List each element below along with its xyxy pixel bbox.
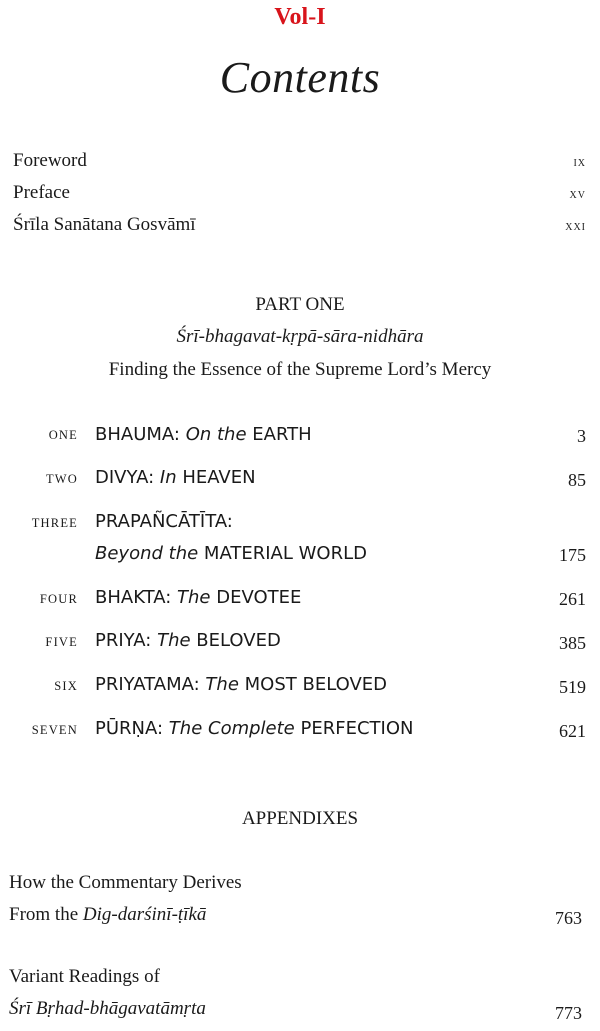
chapter-name: BHAUMA: bbox=[95, 424, 180, 445]
appendix-prefix: From the bbox=[9, 904, 79, 925]
chapter-rest: HEAVEN bbox=[182, 467, 256, 488]
appendix-page: 763 bbox=[555, 908, 582, 928]
chapter-title bbox=[95, 630, 281, 651]
appendix-line-2 bbox=[9, 904, 206, 926]
chapter-title bbox=[95, 587, 301, 608]
chapter-rest: EARTH bbox=[252, 424, 312, 445]
appendix-line-1: Variant Readings of bbox=[9, 966, 160, 987]
appendix-page: 773 bbox=[555, 1003, 582, 1023]
chapter-name: PRIYA: bbox=[95, 630, 152, 651]
part-sanskrit-title: Śrī-bhagavat-kṛpā-sāra-nidhāra bbox=[176, 326, 424, 347]
chapter-page: 261 bbox=[559, 589, 586, 609]
chapter-title bbox=[95, 543, 367, 564]
appendix-line-1: How the Commentary Derives bbox=[9, 872, 242, 893]
appendix-italic: Dig-darśinī-ṭīkā bbox=[82, 904, 207, 925]
chapter-page: 175 bbox=[559, 545, 586, 565]
appendix-line-2 bbox=[9, 998, 206, 1020]
chapter-number: SEVEN bbox=[31, 723, 78, 737]
chapter-title bbox=[95, 467, 256, 488]
toc-entry-foreword-title: Foreword bbox=[13, 150, 87, 171]
chapter-title bbox=[95, 718, 413, 739]
chapter-rest: MOST BELOVED bbox=[244, 674, 387, 695]
chapter-number: TWO bbox=[45, 472, 78, 486]
chapter-number: FOUR bbox=[39, 592, 78, 606]
chapter-rest: BELOVED bbox=[196, 630, 281, 651]
chapter-page: 3 bbox=[577, 426, 586, 446]
chapter-page: 85 bbox=[568, 470, 586, 490]
chapter-italic: The Complete bbox=[168, 718, 295, 739]
chapter-number: THREE bbox=[31, 516, 78, 530]
chapter-name-line: PRAPAÑCĀTĪTA: bbox=[95, 511, 233, 532]
chapter-italic: The bbox=[157, 630, 191, 651]
toc-entry-srila-page: xxi bbox=[565, 219, 586, 234]
chapter-title bbox=[95, 424, 312, 445]
chapter-number: FIVE bbox=[45, 635, 78, 649]
chapter-italic: The bbox=[205, 674, 239, 695]
chapter-italic: The bbox=[177, 587, 211, 608]
volume-label: Vol-I bbox=[274, 4, 326, 30]
toc-entry-foreword-page: ix bbox=[573, 155, 586, 170]
part-english-title: Finding the Essence of the Supreme Lord’s Mercy bbox=[108, 359, 492, 380]
chapter-rest: MATERIAL WORLD bbox=[203, 543, 367, 564]
chapter-title bbox=[95, 674, 387, 695]
part-heading: PART ONE bbox=[255, 294, 345, 315]
appendix-italic: Śrī Bṛhad-bhāgavatāmṛta bbox=[9, 998, 206, 1019]
chapter-italic: In bbox=[159, 467, 177, 488]
toc-entry-srila-title: Śrīla Sanātana Gosvāmī bbox=[13, 214, 196, 235]
chapter-page: 519 bbox=[559, 677, 586, 697]
toc-entry-preface-title: Preface bbox=[13, 182, 70, 203]
chapter-number: ONE bbox=[48, 428, 78, 442]
chapter-name: PRIYATAMA: bbox=[95, 674, 200, 695]
chapter-rest: DEVOTEE bbox=[216, 587, 302, 608]
chapter-rest: PERFECTION bbox=[300, 718, 414, 739]
page-title: Contents bbox=[219, 53, 381, 102]
chapter-italic: Beyond the bbox=[95, 543, 199, 564]
chapter-name: BHAKTA: bbox=[95, 587, 172, 608]
chapter-name: PŪRṆA: bbox=[95, 718, 164, 739]
toc-entry-preface-page: xv bbox=[569, 187, 586, 202]
chapter-page: 621 bbox=[559, 721, 586, 741]
chapter-italic: On the bbox=[185, 424, 247, 445]
chapter-number: SIX bbox=[54, 679, 78, 693]
appendixes-heading: APPENDIXES bbox=[241, 808, 359, 829]
chapter-page: 385 bbox=[559, 633, 586, 653]
chapter-name: DIVYA: bbox=[95, 467, 155, 488]
